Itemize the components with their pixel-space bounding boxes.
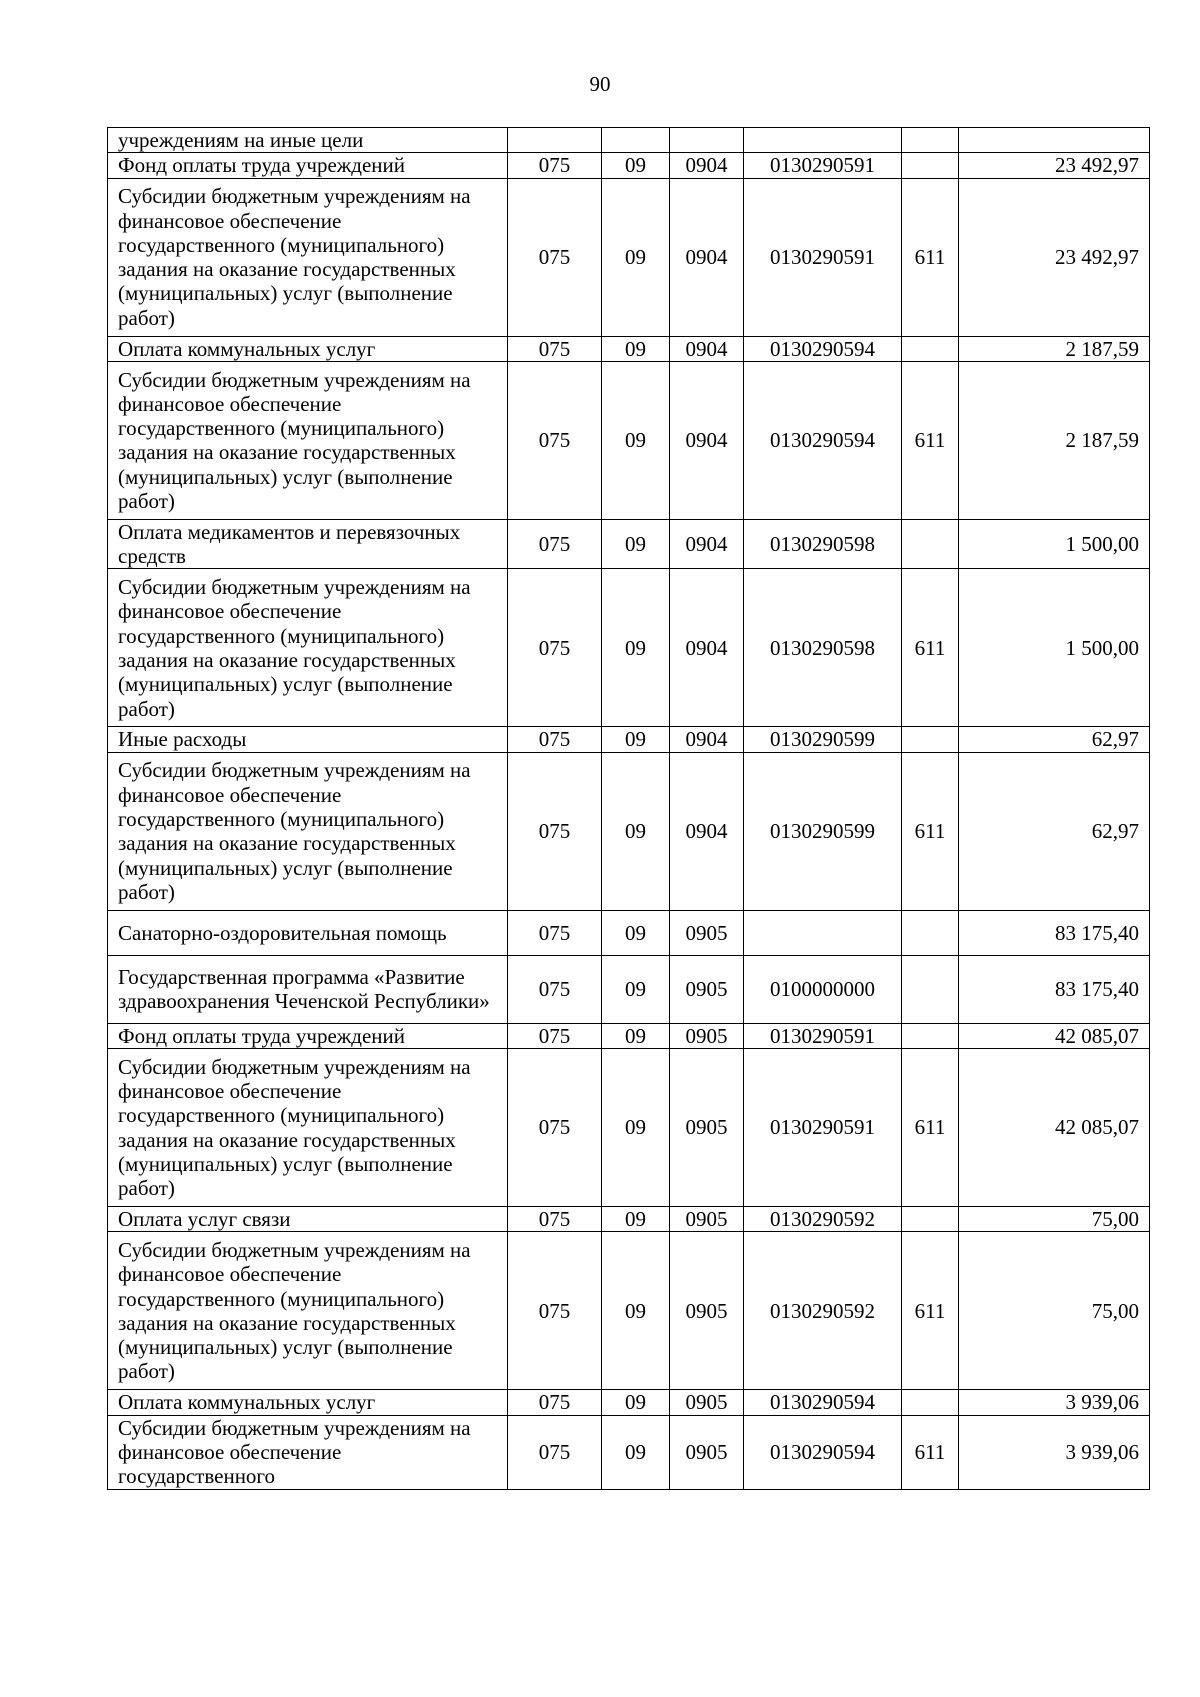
row-expense-type-cell: 611 bbox=[902, 569, 959, 727]
row-section-code-cell: 09 bbox=[602, 178, 670, 336]
table-row bbox=[108, 752, 1150, 910]
row-section-code-cell: 09 bbox=[602, 727, 670, 752]
row-name-cell: Фонд оплаты труда учреждений bbox=[108, 153, 508, 178]
row-admin-code-cell: 075 bbox=[508, 955, 602, 1023]
row-admin-code-cell: 075 bbox=[508, 569, 602, 727]
table-row bbox=[108, 128, 1150, 153]
row-target-article-cell bbox=[744, 128, 902, 153]
row-section-code-cell: 09 bbox=[602, 1232, 670, 1390]
table-row bbox=[108, 1049, 1150, 1207]
row-name-cell: Оплата коммунальных услуг bbox=[108, 1390, 508, 1415]
table-row bbox=[108, 519, 1150, 569]
row-expense-type-cell bbox=[902, 153, 959, 178]
table-row bbox=[108, 1023, 1150, 1048]
row-target-article-cell: 0130290591 bbox=[744, 153, 902, 178]
row-subsection-code-cell: 0904 bbox=[670, 727, 744, 752]
row-admin-code-cell: 075 bbox=[508, 153, 602, 178]
table-row bbox=[108, 1390, 1150, 1415]
table-row bbox=[108, 1232, 1150, 1390]
row-name-cell: Субсидии бюджетным учреждениям на финансовое обеспечение государственного (муниципального) задания на оказание государственных (муниципальных) услуг (выполнение работ) bbox=[108, 361, 508, 519]
budget-table bbox=[107, 127, 1150, 1490]
row-target-article-cell: 0130290598 bbox=[744, 569, 902, 727]
row-name-cell: Оплата коммунальных услуг bbox=[108, 336, 508, 361]
row-subsection-code-cell: 0904 bbox=[670, 752, 744, 910]
row-subsection-code-cell: 0905 bbox=[670, 955, 744, 1023]
row-name-cell: Оплата медикаментов и перевязочных средств bbox=[108, 519, 508, 569]
table-row bbox=[108, 1207, 1150, 1232]
row-name-cell: Субсидии бюджетным учреждениям на финансовое обеспечение государственного (муниципального) задания на оказание государственных (муниципальных) услуг (выполнение работ) bbox=[108, 569, 508, 727]
row-target-article-cell: 0130290594 bbox=[744, 1415, 902, 1489]
row-expense-type-cell bbox=[902, 727, 959, 752]
row-admin-code-cell: 075 bbox=[508, 178, 602, 336]
row-amount-cell: 2 187,59 bbox=[959, 336, 1150, 361]
row-subsection-code-cell: 0905 bbox=[670, 1023, 744, 1048]
row-name-cell: Фонд оплаты труда учреждений bbox=[108, 1023, 508, 1048]
row-amount-cell: 42 085,07 bbox=[959, 1049, 1150, 1207]
row-section-code-cell: 09 bbox=[602, 1390, 670, 1415]
row-amount-cell: 23 492,97 bbox=[959, 153, 1150, 178]
row-subsection-code-cell: 0905 bbox=[670, 1049, 744, 1207]
row-amount-cell: 75,00 bbox=[959, 1232, 1150, 1390]
row-expense-type-cell bbox=[902, 519, 959, 569]
row-target-article-cell: 0130290594 bbox=[744, 1390, 902, 1415]
row-name-cell: Санаторно-оздоровительная помощь bbox=[108, 910, 508, 955]
row-expense-type-cell: 611 bbox=[902, 1232, 959, 1390]
row-amount-cell: 3 939,06 bbox=[959, 1390, 1150, 1415]
row-section-code-cell: 09 bbox=[602, 1049, 670, 1207]
row-amount-cell bbox=[959, 128, 1150, 153]
row-subsection-code-cell: 0904 bbox=[670, 153, 744, 178]
row-target-article-cell: 0130290591 bbox=[744, 1023, 902, 1048]
row-subsection-code-cell: 0905 bbox=[670, 1390, 744, 1415]
row-target-article-cell: 0130290592 bbox=[744, 1232, 902, 1390]
row-admin-code-cell: 075 bbox=[508, 336, 602, 361]
page-number: 90 bbox=[589, 72, 611, 96]
row-section-code-cell: 09 bbox=[602, 955, 670, 1023]
row-section-code-cell: 09 bbox=[602, 336, 670, 361]
row-expense-type-cell: 611 bbox=[902, 1049, 959, 1207]
table-row bbox=[108, 955, 1150, 1023]
table-row bbox=[108, 153, 1150, 178]
row-expense-type-cell bbox=[902, 128, 959, 153]
row-admin-code-cell: 075 bbox=[508, 727, 602, 752]
row-target-article-cell: 0130290591 bbox=[744, 178, 902, 336]
row-admin-code-cell: 075 bbox=[508, 1207, 602, 1232]
table-row bbox=[108, 336, 1150, 361]
table-row bbox=[108, 361, 1150, 519]
row-expense-type-cell: 611 bbox=[902, 752, 959, 910]
row-subsection-code-cell: 0904 bbox=[670, 361, 744, 519]
row-section-code-cell: 09 bbox=[602, 752, 670, 910]
row-section-code-cell: 09 bbox=[602, 361, 670, 519]
row-subsection-code-cell bbox=[670, 128, 744, 153]
row-subsection-code-cell: 0904 bbox=[670, 569, 744, 727]
row-expense-type-cell bbox=[902, 1390, 959, 1415]
row-subsection-code-cell: 0905 bbox=[670, 1232, 744, 1390]
row-admin-code-cell: 075 bbox=[508, 910, 602, 955]
table-row bbox=[108, 569, 1150, 727]
row-section-code-cell: 09 bbox=[602, 569, 670, 727]
row-amount-cell: 23 492,97 bbox=[959, 178, 1150, 336]
row-target-article-cell: 0100000000 bbox=[744, 955, 902, 1023]
row-target-article-cell: 0130290599 bbox=[744, 752, 902, 910]
row-expense-type-cell: 611 bbox=[902, 178, 959, 336]
row-target-article-cell: 0130290591 bbox=[744, 1049, 902, 1207]
row-admin-code-cell: 075 bbox=[508, 752, 602, 910]
row-subsection-code-cell: 0904 bbox=[670, 519, 744, 569]
row-admin-code-cell: 075 bbox=[508, 1049, 602, 1207]
row-target-article-cell: 0130290599 bbox=[744, 727, 902, 752]
row-subsection-code-cell: 0905 bbox=[670, 1207, 744, 1232]
table-row bbox=[108, 910, 1150, 955]
row-subsection-code-cell: 0904 bbox=[670, 336, 744, 361]
row-target-article-cell: 0130290592 bbox=[744, 1207, 902, 1232]
row-amount-cell: 62,97 bbox=[959, 752, 1150, 910]
row-expense-type-cell bbox=[902, 955, 959, 1023]
row-amount-cell: 83 175,40 bbox=[959, 955, 1150, 1023]
row-admin-code-cell: 075 bbox=[508, 361, 602, 519]
row-amount-cell: 1 500,00 bbox=[959, 569, 1150, 727]
row-expense-type-cell: 611 bbox=[902, 1415, 959, 1489]
row-section-code-cell: 09 bbox=[602, 1207, 670, 1232]
row-section-code-cell: 09 bbox=[602, 1023, 670, 1048]
row-name-cell: Субсидии бюджетным учреждениям на финансовое обеспечение государственного bbox=[108, 1415, 508, 1489]
row-amount-cell: 42 085,07 bbox=[959, 1023, 1150, 1048]
row-target-article-cell bbox=[744, 910, 902, 955]
row-subsection-code-cell: 0905 bbox=[670, 1415, 744, 1489]
table-row bbox=[108, 1415, 1150, 1489]
row-amount-cell: 3 939,06 bbox=[959, 1415, 1150, 1489]
row-name-cell: Государственная программа «Развитие здравоохранения Чеченской Республики» bbox=[108, 955, 508, 1023]
table-row bbox=[108, 727, 1150, 752]
table-row bbox=[108, 178, 1150, 336]
row-target-article-cell: 0130290598 bbox=[744, 519, 902, 569]
row-admin-code-cell: 075 bbox=[508, 1415, 602, 1489]
row-expense-type-cell bbox=[902, 1207, 959, 1232]
row-section-code-cell bbox=[602, 128, 670, 153]
row-section-code-cell: 09 bbox=[602, 910, 670, 955]
row-amount-cell: 2 187,59 bbox=[959, 361, 1150, 519]
row-target-article-cell: 0130290594 bbox=[744, 361, 902, 519]
row-amount-cell: 83 175,40 bbox=[959, 910, 1150, 955]
row-name-cell: Оплата услуг связи bbox=[108, 1207, 508, 1232]
row-name-cell: Субсидии бюджетным учреждениям на финансовое обеспечение государственного (муниципального) задания на оказание государственных (муниципальных) услуг (выполнение работ) bbox=[108, 178, 508, 336]
row-name-cell: Иные расходы bbox=[108, 727, 508, 752]
row-name-cell: учреждениям на иные цели bbox=[108, 128, 508, 153]
row-section-code-cell: 09 bbox=[602, 519, 670, 569]
row-subsection-code-cell: 0904 bbox=[670, 178, 744, 336]
row-expense-type-cell bbox=[902, 336, 959, 361]
row-section-code-cell: 09 bbox=[602, 1415, 670, 1489]
row-expense-type-cell bbox=[902, 1023, 959, 1048]
row-section-code-cell: 09 bbox=[602, 153, 670, 178]
row-amount-cell: 75,00 bbox=[959, 1207, 1150, 1232]
row-expense-type-cell bbox=[902, 910, 959, 955]
row-amount-cell: 62,97 bbox=[959, 727, 1150, 752]
row-expense-type-cell: 611 bbox=[902, 361, 959, 519]
row-admin-code-cell: 075 bbox=[508, 1232, 602, 1390]
row-name-cell: Субсидии бюджетным учреждениям на финансовое обеспечение государственного (муниципального) задания на оказание государственных (муниципальных) услуг (выполнение работ) bbox=[108, 1232, 508, 1390]
row-admin-code-cell: 075 bbox=[508, 519, 602, 569]
row-subsection-code-cell: 0905 bbox=[670, 910, 744, 955]
row-name-cell: Субсидии бюджетным учреждениям на финансовое обеспечение государственного (муниципального) задания на оказание государственных (муниципальных) услуг (выполнение работ) bbox=[108, 1049, 508, 1207]
row-admin-code-cell: 075 bbox=[508, 1390, 602, 1415]
row-admin-code-cell bbox=[508, 128, 602, 153]
row-name-cell: Субсидии бюджетным учреждениям на финансовое обеспечение государственного (муниципального) задания на оказание государственных (муниципальных) услуг (выполнение работ) bbox=[108, 752, 508, 910]
row-amount-cell: 1 500,00 bbox=[959, 519, 1150, 569]
budget-table-body bbox=[108, 128, 1150, 1490]
row-target-article-cell: 0130290594 bbox=[744, 336, 902, 361]
row-admin-code-cell: 075 bbox=[508, 1023, 602, 1048]
